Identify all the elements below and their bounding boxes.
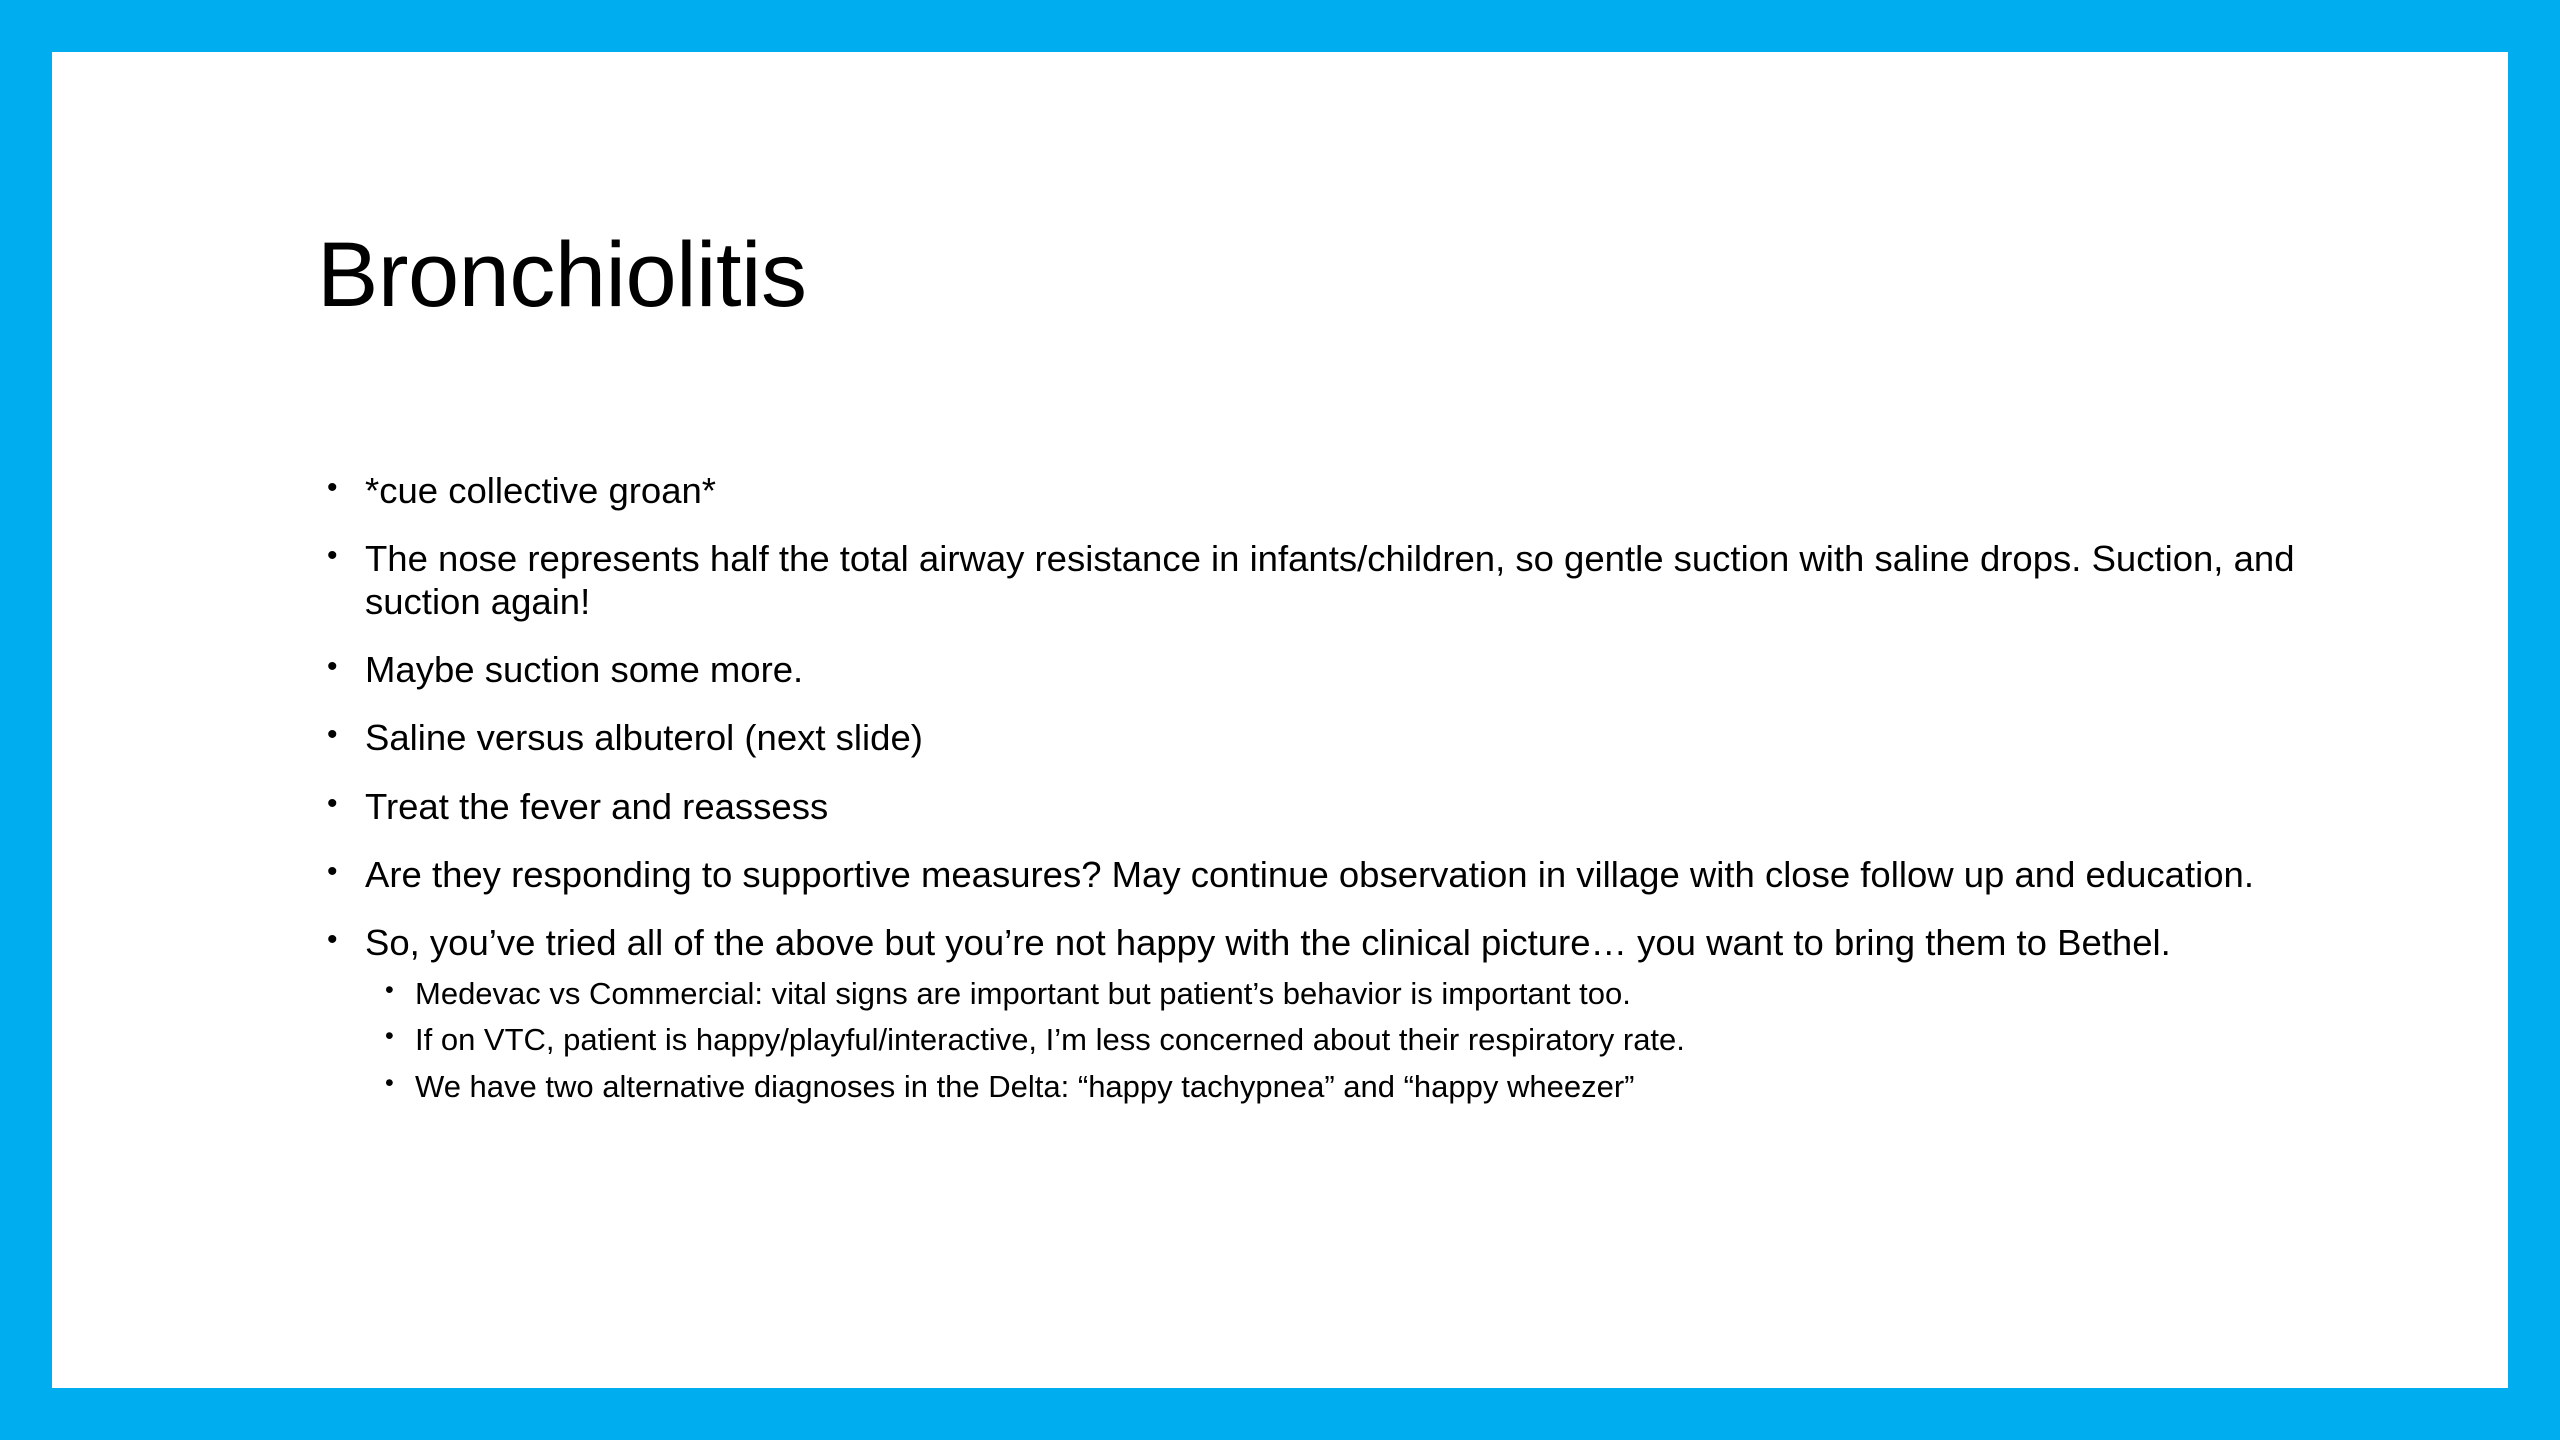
list-item (317, 786, 2357, 828)
list-item (317, 717, 2357, 759)
sub-bullet-text: We have two alternative diagnoses in the Delta: “happy tachypnea” and “happy wheezer” (415, 1069, 1635, 1105)
sub-bullet-text: Medevac vs Commercial: vital signs are important but patient’s behavior is important too. (415, 975, 1631, 1011)
bullet-text: So, you’ve tried all of the above but you’re not happy with the clinical picture… you want to bring them to Bethel. (365, 922, 2171, 964)
page-title: Bronchiolitis (317, 224, 807, 326)
bullet-text: Are they responding to supportive measures? May continue observation in village with close follow up and education. (365, 853, 2254, 895)
slide-content-area (52, 52, 2508, 1388)
bullet-text: Maybe suction some more. (365, 648, 804, 690)
list-item (373, 975, 2357, 1014)
list-item (317, 854, 2357, 896)
list-item (317, 470, 2357, 512)
sub-bullet-container (365, 975, 2357, 1107)
bullet-list (317, 470, 2357, 1107)
bullet-text: *cue collective groan* (365, 470, 717, 511)
list-item (317, 538, 2357, 623)
list-item (317, 922, 2357, 1107)
list-item (373, 1021, 2357, 1060)
bullet-text: Saline versus albuterol (next slide) (365, 717, 923, 759)
sub-bullet-text: If on VTC, patient is happy/playful/interactive, I’m less concerned about their respiratory rate. (415, 1022, 1685, 1058)
list-item (373, 1068, 2357, 1107)
list-item (317, 649, 2357, 691)
bullet-text: The nose represents half the total airway resistance in infants/children, so gentle suction with saline drops. Suction, and suction again! (365, 538, 2295, 622)
bullet-list-container (317, 470, 2357, 1133)
bullet-text: Treat the fever and reassess (365, 785, 829, 827)
sub-bullet-list (373, 975, 2357, 1107)
